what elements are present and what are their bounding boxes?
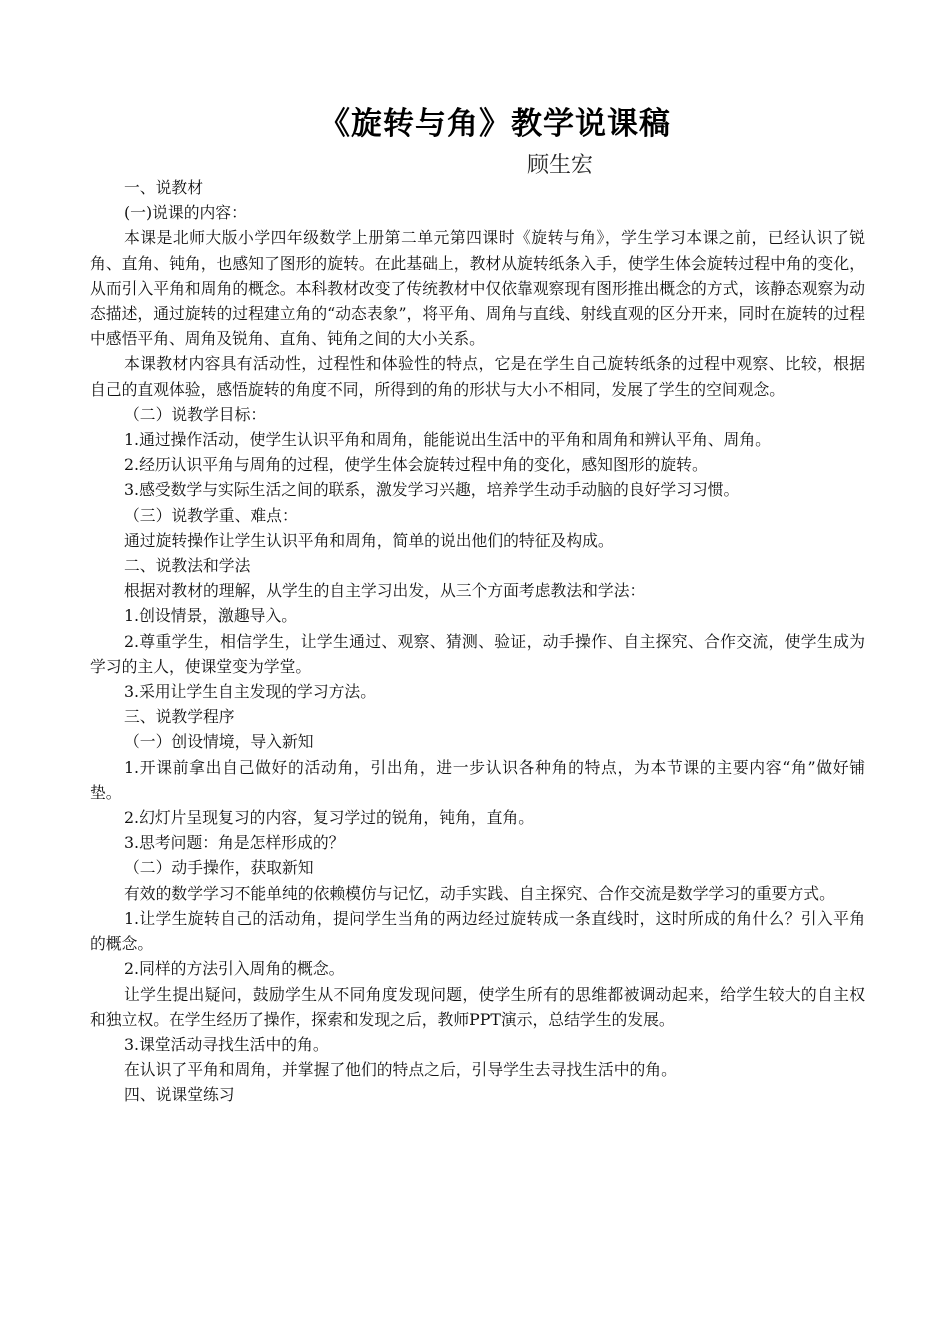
- section-heading: 二、说教法和学法: [124, 556, 251, 576]
- paragraph: 通过旋转操作让学生认识平角和周角，简单的说出他们的特征及构成。: [124, 530, 614, 550]
- subsection-heading: (一)说课的内容：: [124, 203, 247, 223]
- list-item: 1.创设情景，激趣导入。: [124, 606, 298, 626]
- paragraph: 在认识了平角和周角，并掌握了他们的特点之后，引导学生去寻找生活中的角。: [124, 1060, 677, 1080]
- list-item: 2.同样的方法引入周角的概念。: [124, 959, 345, 979]
- list-item: 2.尊重学生，相信学生，让学生通过、观察、猜测、验证，动手操作、自主探究、合作交流，使学生成为学习的主人，使课堂变为学堂。: [90, 631, 865, 676]
- subsection-heading: （三）说教学重、难点：: [124, 505, 298, 525]
- paragraph: 本课教材内容具有活动性，过程性和体验性的特点，它是在学生自己旋转纸条的过程中观察、比较，根据自己的直观体验，感悟旋转的角度不同，所得到的角的形状与大小不相同，发展了学生的空间观念。: [90, 354, 865, 399]
- list-item: 1.通过操作活动，使学生认识平角和周角，能能说出生活中的平角和周角和辨认平角、周角。: [124, 430, 771, 450]
- list-item: 3.课堂活动寻找生活中的角。: [124, 1034, 329, 1054]
- paragraph: 本课是北师大版小学四年级数学上册第二单元第四课时《旋转与角》，学生学习本课之前，已经认识了锐角、直角、钝角，也感知了图形的旋转。在此基础上，教材从旋转纸条入手，使学生体会旋转过程中角的变化，从而引入平角和周角的概念。本科教材改变了传统教材中仅依靠观察现有图形推出概念的方式，该静态观察为动态描述，通过旋转的过程建立角的“动态表象”，将平角、周角与直线、射线直观的区分开来，同时在旋转的过程中感悟平角、周角及锐角、直角、钝角之间的大小关系。: [90, 228, 865, 349]
- document-title: 《旋转与角》教学说课稿: [319, 106, 671, 142]
- document-body: [90, 175, 865, 1108]
- list-item: 1.开课前拿出自己做好的活动角，引出角，进一步认识各种角的特点，为本节课的主要内容“角”做好铺垫。: [90, 757, 865, 802]
- section-heading: 三、说教学程序: [124, 707, 235, 727]
- paragraph: 让学生提出疑问，鼓励学生从不同角度发现问题，使学生所有的思维都被调动起来，给学生较大的自主权和独立权。在学生经历了操作，探索和发现之后，教师PPT演示，总结学生的发展。: [90, 984, 865, 1029]
- list-item: 3.思考问题：角是怎样形成的？: [124, 833, 345, 853]
- section-heading: 一、说教材: [124, 178, 203, 197]
- list-item: 3.采用让学生自主发现的学习方法。: [124, 682, 377, 702]
- paragraph: 有效的数学学习不能单纯的依赖模仿与记忆，动手实践、自主探究、合作交流是数学学习的重要方式。: [124, 883, 835, 903]
- paragraph: 根据对教材的理解，从学生的自主学习出发，从三个方面考虑教法和学法：: [124, 581, 646, 601]
- list-item: 1.让学生旋转自己的活动角，提问学生当角的两边经过旋转成一条直线时，这时所成的角什么？引入平角的概念。: [90, 908, 865, 954]
- list-item: 3.感受数学与实际生活之间的联系，激发学习兴趣，培养学生动手动脑的良好学习习惯。: [124, 480, 740, 500]
- author-name: 顾生宏: [527, 153, 594, 178]
- section-heading: 四、说课堂练习: [124, 1085, 235, 1105]
- subsection-heading: （二）动手操作，获取新知: [124, 858, 314, 878]
- list-item: 2.幻灯片呈现复习的内容，复习学过的锐角，钝角，直角。: [124, 808, 534, 828]
- subsection-heading: （二）说教学目标：: [124, 404, 267, 424]
- list-item: 2.经历认识平角与周角的过程，使学生体会旋转过程中角的变化，感知图形的旋转。: [124, 455, 708, 475]
- subsection-heading: （一）创设情境，导入新知: [124, 732, 314, 752]
